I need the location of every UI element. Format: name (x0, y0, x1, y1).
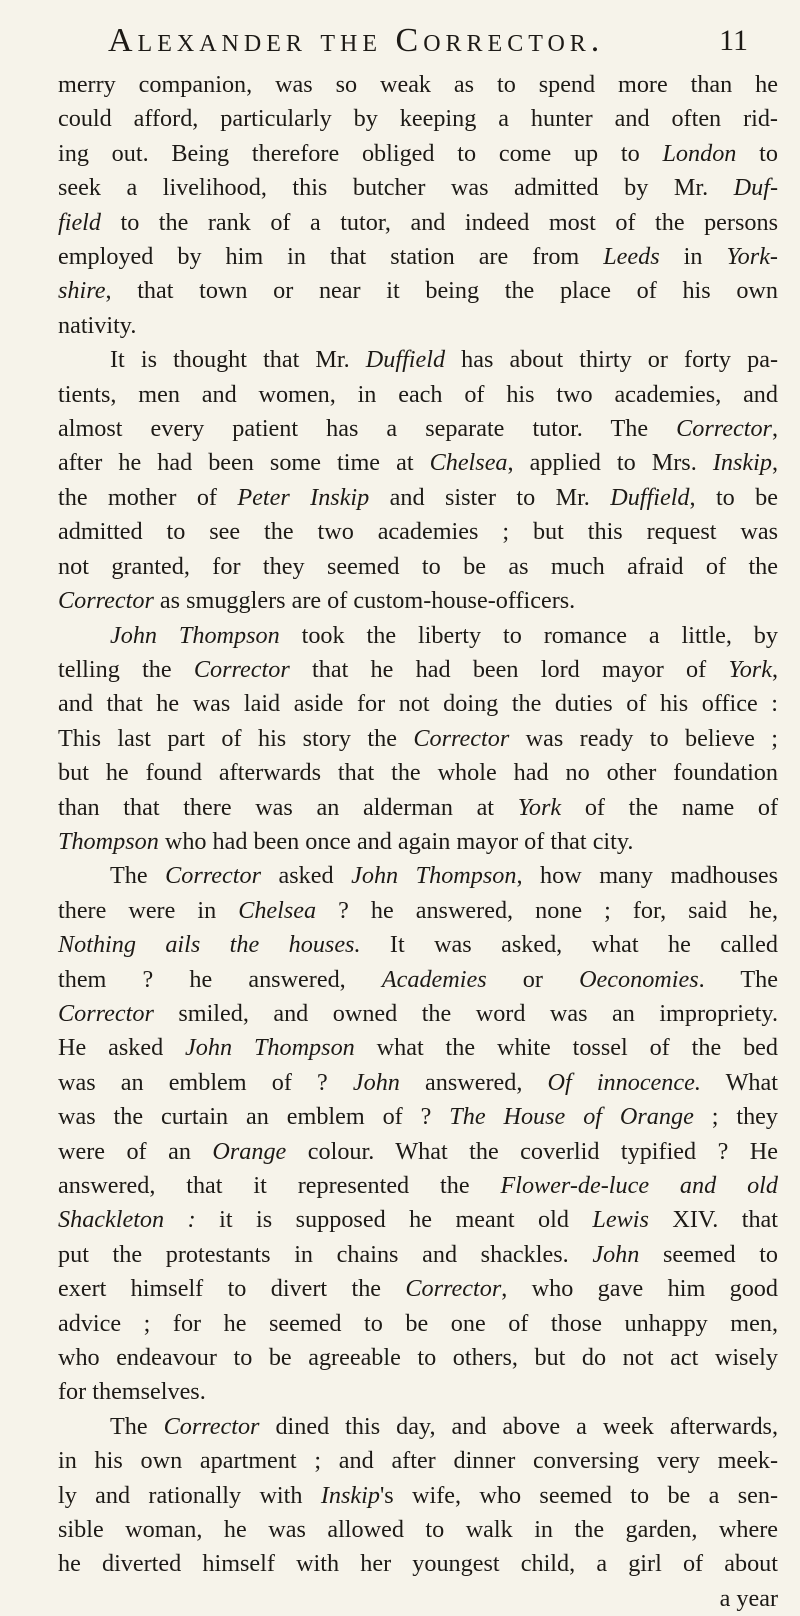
text-run: seek a livelihood, this butcher was admitted by Mr. (58, 174, 734, 202)
italic-text: Duffield (365, 346, 446, 374)
italic-text: Peter Inskip (237, 483, 370, 511)
text-run: after he had been some time at (58, 449, 430, 477)
text-line (58, 997, 778, 1031)
text-run: he diverted himself with her youngest child, a girl of about (58, 1550, 778, 1578)
text-run: sible woman, he was allowed to walk in the garden, where (58, 1516, 778, 1544)
italic-text: Shackleton : (58, 1206, 196, 1234)
paragraph (58, 1410, 778, 1582)
text-run: almost every patient has a separate tutor. The (58, 415, 677, 443)
text-run: and that he was laid aside for not doing the duties of his office : (58, 690, 778, 718)
text-line (58, 137, 778, 171)
text-line (58, 171, 778, 205)
paragraph (58, 859, 778, 1410)
text-run: smiled, and owned the word was an impropriety. (153, 999, 778, 1027)
paragraph (58, 343, 778, 618)
text-run: employed by him in that station are from (58, 243, 604, 271)
italic-text: Corrector (193, 655, 290, 683)
text-line (58, 1444, 778, 1478)
text-run: could afford, particularly by keeping a hunter and often rid- (58, 105, 778, 133)
text-run: , (771, 655, 778, 683)
text-line (58, 274, 778, 308)
text-line (58, 68, 778, 102)
paragraph (58, 619, 778, 860)
text-run: This last part of his story the (58, 724, 414, 752)
text-line (58, 791, 778, 825)
text-run: The (110, 1412, 164, 1440)
italic-text: London (662, 139, 737, 167)
text-line (58, 102, 778, 136)
text-line (58, 1031, 778, 1065)
text-line (58, 687, 778, 721)
text-run: , who gave him good (501, 1275, 778, 1303)
text-run: them ? he answered, (58, 965, 382, 993)
italic-text: Nothing ails the houses. (58, 931, 361, 959)
text-run: who had been once and again mayor of that city. (158, 827, 634, 855)
text-run: than that there was an alderman at (58, 793, 518, 821)
text-line (58, 928, 778, 962)
text-run: advice ; for he seemed to be one of those unhappy men, (58, 1309, 778, 1337)
text-run: that he had been lord mayor of (289, 655, 729, 683)
text-line (58, 446, 778, 480)
text-line (58, 1272, 778, 1306)
text-run: XIV. that (648, 1206, 779, 1234)
italic-text: Corrector (58, 999, 154, 1027)
italic-text: shire (58, 277, 106, 305)
text-line (58, 756, 778, 790)
running-head (108, 14, 748, 66)
text-run: 's wife, who seemed to be a sen- (379, 1481, 778, 1509)
text-run: as smugglers are of custom-house-officers. (153, 587, 576, 615)
text-run: It is thought that Mr. (110, 346, 366, 374)
text-line (58, 963, 778, 997)
text-run: to the rank of a tutor, and indeed most of the persons (101, 208, 778, 236)
text-line (58, 309, 778, 343)
text-run: has about thirty or forty pa- (445, 346, 778, 374)
running-title: Alexander the Corrector. (108, 22, 605, 59)
italic-text: Thompson (58, 827, 159, 855)
italic-text: Corrector (58, 587, 154, 615)
text-line (58, 1169, 778, 1203)
text-line (58, 1513, 778, 1547)
italic-text: The House of Orange (449, 1103, 694, 1131)
italic-text: John Thompson (351, 862, 517, 890)
italic-text: John (592, 1240, 640, 1268)
text-run: telling the (58, 655, 194, 683)
text-run: in (659, 243, 727, 271)
text-run: admitted to see the two academies ; but this request was (58, 518, 778, 546)
italic-text: Corrector (163, 1412, 260, 1440)
italic-text: Flower-de-luce and old (500, 1172, 778, 1199)
text-run: it is supposed he meant old (195, 1206, 593, 1234)
text-run: ; they (693, 1103, 778, 1131)
text-run: were of an (58, 1137, 213, 1165)
italic-text: Lewis (592, 1206, 649, 1234)
italic-text: Corrector (413, 724, 510, 752)
text-run: who endeavour to be agreeable to others, but do not act wisely (58, 1344, 778, 1372)
text-run: or (486, 965, 580, 993)
text-run: of the name of (561, 793, 778, 821)
text-run: but he found afterwards that the whole had no other foundation (58, 759, 778, 787)
italic-text: York- (726, 243, 778, 271)
text-line (58, 240, 778, 274)
text-run: colour. What the coverlid typified ? He (286, 1137, 778, 1165)
text-line (58, 1479, 778, 1513)
text-run: answered, (399, 1068, 548, 1096)
text-run: , how many madhouses (516, 862, 778, 890)
italic-text: Orange (212, 1137, 287, 1165)
italic-text: Of innocence. (547, 1068, 701, 1096)
text-line (58, 1547, 778, 1581)
italic-text: Academies (381, 965, 487, 993)
text-run: , that town or near it being the place of his own (105, 277, 778, 305)
text-run: tients, men and women, in each of his two academies, and (58, 380, 778, 408)
text-run: What (700, 1068, 778, 1096)
catchword: a year (719, 1584, 778, 1612)
text-line (58, 1410, 778, 1444)
body-text (58, 68, 778, 1616)
italic-text: Leeds (603, 243, 660, 271)
text-line (58, 412, 778, 446)
text-run: . The (698, 965, 778, 993)
text-line (58, 515, 778, 549)
text-line (58, 722, 778, 756)
text-run: for themselves. (58, 1378, 206, 1406)
text-run: was ready to believe ; (509, 724, 778, 752)
text-line (58, 584, 778, 618)
text-line (58, 825, 778, 859)
text-run: exert himself to divert the (58, 1275, 406, 1303)
text-run: what the white tossel of the bed (354, 1034, 778, 1062)
text-run: and sister to Mr. (369, 483, 611, 511)
text-run: was the curtain an emblem of ? (58, 1103, 450, 1131)
text-run: ly and rationally with (58, 1481, 321, 1509)
text-line (58, 1307, 778, 1341)
text-run: , (771, 415, 778, 443)
italic-text: York (728, 655, 772, 683)
text-run: not granted, for they seemed to be as much afraid of the (58, 552, 778, 580)
italic-text: York (517, 793, 562, 821)
text-run: ing out. Being therefore obliged to come up to (58, 139, 663, 167)
text-line (58, 1203, 778, 1237)
text-run: was an emblem of ? (58, 1068, 353, 1096)
text-run: the mother of (58, 483, 238, 511)
text-line (58, 1066, 778, 1100)
text-line (58, 378, 778, 412)
text-line (58, 619, 778, 653)
text-line (58, 1238, 778, 1272)
italic-text: Inskip (712, 449, 772, 477)
italic-text: Duffield (610, 483, 690, 511)
italic-text: John (352, 1068, 400, 1096)
italic-text: Chelsea (238, 896, 317, 924)
text-line (58, 1135, 778, 1169)
text-line (58, 481, 778, 515)
italic-text: Chelsea (429, 449, 508, 477)
text-run: nativity. (58, 311, 137, 339)
italic-text: Inskip (320, 1481, 380, 1509)
italic-text: John Thompson (185, 1034, 355, 1062)
text-run: , applied to Mrs. (507, 449, 713, 477)
text-run: there were in (58, 896, 239, 924)
text-line (58, 653, 778, 687)
text-line (58, 894, 778, 928)
text-line (58, 1100, 778, 1134)
text-run: seemed to (639, 1240, 779, 1268)
text-run: He asked (58, 1034, 186, 1062)
text-run: , (771, 449, 778, 477)
italic-text: Corrector (405, 1275, 502, 1303)
text-run: to (736, 139, 778, 167)
text-line (58, 550, 778, 584)
text-run: answered, that it represented the (58, 1172, 501, 1199)
text-run: ? he answered, none ; for, said he, (316, 896, 778, 924)
text-line (58, 1375, 778, 1409)
text-line (58, 206, 778, 240)
text-line (58, 1341, 778, 1375)
text-run: , to be (689, 483, 778, 511)
italic-text: field (58, 208, 101, 236)
italic-text: Corrector (165, 862, 261, 890)
text-run: took the liberty to romance a little, by (279, 621, 778, 649)
text-run: merry companion, was so weak as to spend more than he (58, 71, 778, 98)
italic-text: Corrector (676, 415, 772, 443)
text-line (58, 343, 778, 377)
italic-text: Duf- (733, 174, 778, 202)
italic-text: Oeconomies (579, 965, 699, 993)
text-run: It was asked, what he called (360, 931, 778, 959)
italic-text: John Thompson (110, 621, 280, 649)
text-run: put the protestants in chains and shackles. (58, 1240, 593, 1268)
text-run: in his own apartment ; and after dinner conversing very meek- (58, 1447, 778, 1475)
text-line (58, 859, 778, 893)
text-run: The (110, 862, 166, 890)
text-run: dined this day, and above a week afterwards, (259, 1412, 778, 1440)
page-number: 11 (719, 24, 748, 57)
text-run: asked (261, 862, 352, 890)
paragraph (58, 68, 778, 343)
